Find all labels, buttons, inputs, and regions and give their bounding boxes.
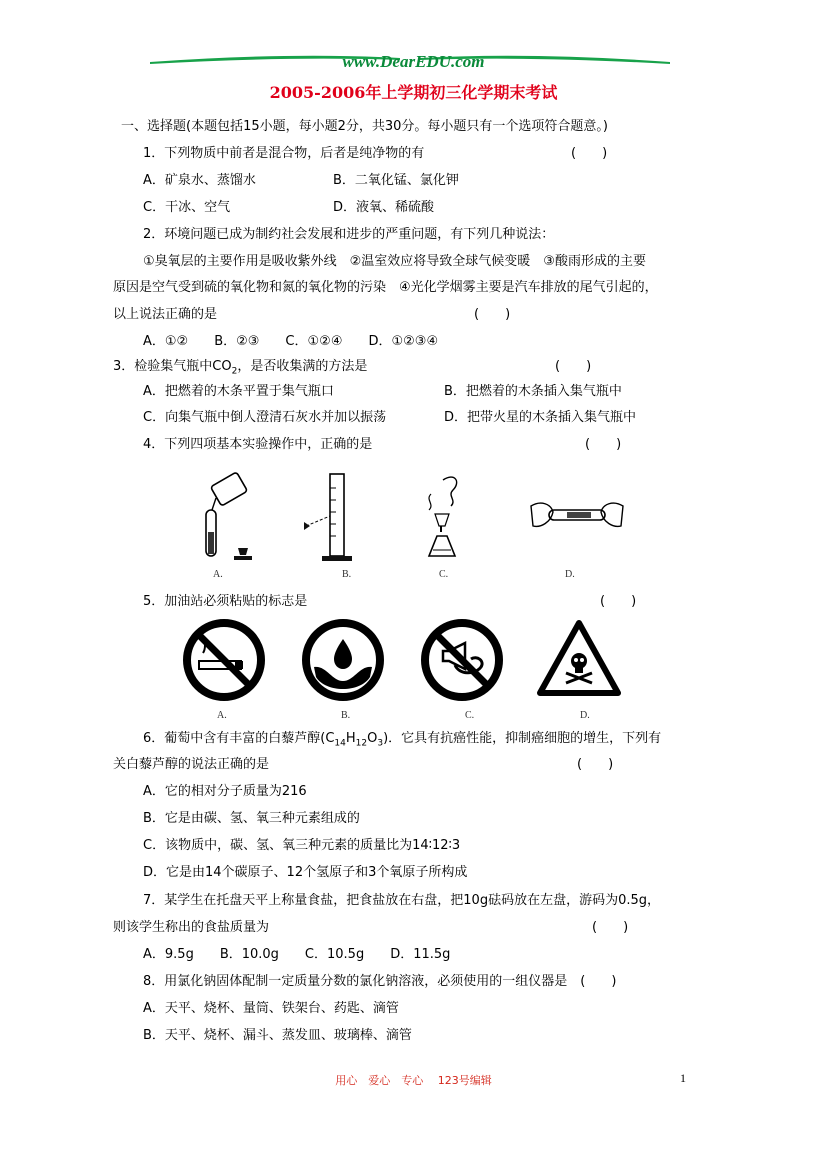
q6-option-a: A．它的相对分子质量为216	[143, 784, 307, 799]
q1-option-c: C．干冰、空气	[143, 200, 231, 215]
no-smoking-sign-icon	[181, 617, 267, 703]
q4-answer-blank: ( )	[585, 437, 622, 452]
q3-option-c: C．向集气瓶中倒人澄清石灰水并加以振荡	[143, 410, 387, 425]
q5-stem: 5．加油站必须粘贴的标志是	[143, 594, 308, 609]
q4-stem: 4．下列四项基本实验操作中，正确的是	[143, 437, 373, 452]
q2-stem: 2．环境问题已成为制约社会发展和进步的严重问题，有下列几种说法：	[143, 227, 555, 242]
q5-label-c: C.	[465, 710, 475, 721]
q2-options: A．①② B．②③ C．①②④ D．①②③④	[143, 334, 439, 349]
q6-sub-c: 14	[334, 738, 346, 749]
q7-line1: 7．某学生在托盘天平上称量食盐，把食盐放在右盘，把10g砝码放在左盘，游码为0.5g，	[143, 893, 660, 908]
q1-answer-blank: ( )	[571, 146, 608, 161]
q3-answer-blank: ( )	[555, 359, 592, 374]
q6-option-d: D．它是由14个碳原子、12个氢原子和3个氧原子所构成	[143, 865, 468, 880]
q6-h: H	[345, 731, 356, 746]
q1-option-b: B．二氧化锰、氯化钾	[333, 173, 459, 188]
q8-option-b: B．天平、烧杯、漏斗、蒸发皿、玻璃棒、滴管	[143, 1028, 412, 1043]
q1-stem: 1．下列物质中前者是混合物，后者是纯净物的有	[143, 146, 425, 161]
q3-option-b: B．把燃着的木条插入集气瓶中	[444, 384, 622, 399]
q4-label-a: A.	[213, 569, 223, 580]
q5-label-d: D.	[580, 710, 590, 721]
q5-answer-blank: ( )	[600, 594, 637, 609]
q6-line1-b: )．它具有抗癌性能，抑制癌细胞的增生，下列有	[383, 731, 662, 746]
site-url[interactable]: www.DearEDU.com	[342, 52, 485, 71]
q3-option-a: A．把燃着的木条平置于集气瓶口	[143, 384, 334, 399]
q2-line4: 以上说法正确的是	[113, 307, 218, 322]
q1-option-d: D．液氧、稀硫酸	[333, 200, 435, 215]
q7-line2: 则该学生称出的食盐质量为	[113, 920, 270, 935]
q8-stem: 8．用氯化钠固体配制一定质量分数的氯化钠溶液，必须使用的一组仪器是 ( )	[143, 974, 617, 989]
q8-option-a: A．天平、烧杯、量筒、铁架台、药匙、滴管	[143, 1001, 399, 1016]
section-heading: 一、选择题(本题包括15小题，每小题2分，共30分。每小题只有一个选项符合题意。)	[121, 119, 608, 134]
q7-options: A．9.5g B．10.0g C．10.5g D．11.5g	[143, 947, 451, 962]
toxic-hazard-sign-icon	[536, 617, 622, 703]
page-number: 1	[680, 1071, 686, 1085]
lab-pouring-liquid-figure	[198, 470, 268, 565]
q6-sub-h: 12	[355, 738, 368, 749]
q4-label-b: B.	[342, 569, 352, 580]
q4-label-c: C.	[439, 569, 449, 580]
q4-label-d: D.	[565, 569, 575, 580]
page-title: 2005-2006年上学期初三化学期末考试	[269, 83, 558, 102]
footer-text: 用心 爱心 专心 123号编辑	[335, 1074, 492, 1087]
q6-option-c: C．该物质中，碳、氢、氧三种元素的质量比为14∶12∶3	[143, 838, 461, 853]
q2-line3: 原因是空气受到硫的氧化物和氮的氧化物的污染 ④光化学烟雾主要是汽车排放的尾气引起的，	[113, 280, 658, 295]
q2-answer-blank: ( )	[474, 307, 511, 322]
q6-line1-a: 6．葡萄中含有丰富的白藜芦醇(C	[143, 731, 335, 746]
q6-option-b: B．它是由碳、氢、氧三种元素组成的	[143, 811, 360, 826]
lab-reading-cylinder-figure	[300, 468, 370, 568]
q3-option-d: D．把带火星的木条插入集气瓶中	[444, 410, 637, 425]
q6-line1	[143, 730, 661, 753]
q5-label-a: A.	[217, 710, 227, 721]
no-horn-sign-icon	[419, 617, 505, 703]
q3-stem	[113, 358, 367, 381]
water-conservation-sign-icon	[300, 617, 386, 703]
q7-answer-blank: ( )	[592, 920, 629, 935]
lab-shaking-tube-figure	[527, 492, 627, 544]
q1-option-a: A．矿泉水、蒸馏水	[143, 173, 256, 188]
q3-stem-b: ，是否收集满的方法是	[237, 359, 368, 374]
q2-line2: ①臭氧层的主要作用是吸收紫外线 ②温室效应将导致全球气候变暖 ③酸雨形成的主要	[143, 254, 646, 269]
q3-stem-a: 3．检验集气瓶中CO	[113, 359, 232, 374]
q3-sub: 2	[231, 366, 238, 377]
q6-sub-o: 3	[377, 738, 384, 749]
lab-alcohol-lamp-figure	[415, 470, 475, 565]
q5-label-b: B.	[341, 710, 351, 721]
q6-answer-blank: ( )	[577, 757, 614, 772]
q6-line2: 关白藜芦醇的说法正确的是	[113, 757, 270, 772]
q6-o: O	[367, 731, 378, 746]
